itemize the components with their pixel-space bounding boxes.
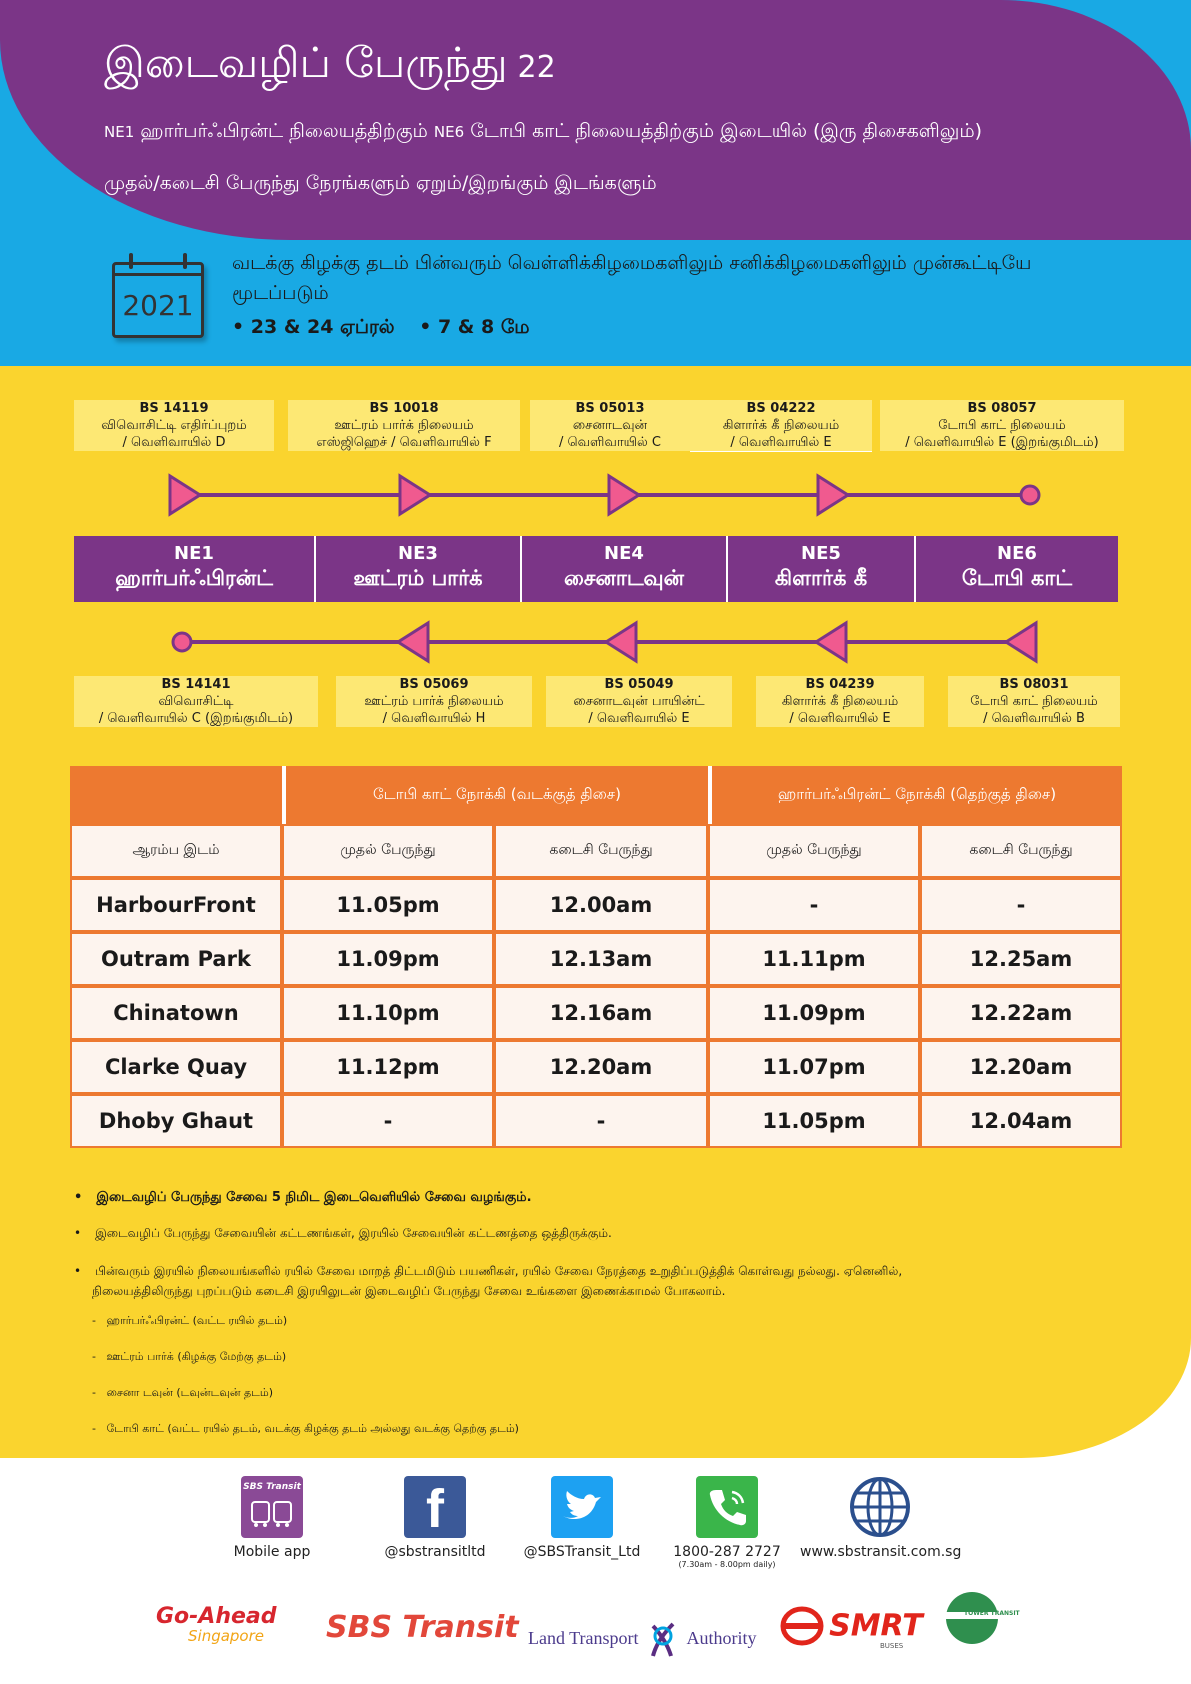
smrt-logo: SMRT BUSES bbox=[780, 1606, 923, 1646]
southbound-terminus bbox=[173, 633, 191, 651]
stop-bottom-08031: BS 08031 டோபி காட் நிலையம் / வெளிவாயில் B bbox=[948, 676, 1120, 727]
note-transfer-line-1: • பின்வரும் இரயில் நிலையங்களில் ரயில் சேவை மாறத் திட்டமிடும் பயணிகள், ரயில் சேவை நேரத்தை உறுதிப்படுத்திக் கொள்வது நல்லது. ஏனெனில், bbox=[74, 1264, 903, 1278]
header-northbound: டோபி காட் நோக்கி (வடக்குத் திசை) bbox=[282, 766, 708, 824]
note-fares: • இடைவழிப் பேருந்து சேவையின் கட்டணங்கள், இரயில் சேவையின் கட்டணத்தை ஒத்திருக்கும். bbox=[74, 1226, 612, 1240]
north-first-time: 11.09pm bbox=[282, 932, 494, 986]
row-station: HarbourFront bbox=[70, 878, 282, 932]
northbound-arrow-3 bbox=[609, 476, 639, 514]
sbs-transit-app-icon[interactable]: SBS Transit bbox=[241, 1476, 303, 1538]
contact-twitter[interactable] bbox=[512, 1476, 652, 1560]
website-url: www.sbstransit.com.sg bbox=[800, 1544, 962, 1560]
globe-icon[interactable] bbox=[849, 1476, 911, 1538]
stop-bottom-14141: BS 14141 விவொசிட்டி / வெளிவாயில் C (இறங்குமிடம்) bbox=[74, 676, 318, 727]
phone-hours: (7.30am - 8.00pm daily) bbox=[678, 1560, 776, 1569]
mobile-app-label: Mobile app bbox=[233, 1544, 311, 1560]
header-empty-cell bbox=[70, 766, 282, 824]
tower-transit-logo-text: TOWER TRANSIT bbox=[964, 1610, 1020, 1617]
smrt-emblem-icon bbox=[780, 1606, 824, 1646]
header-start-point: ஆரம்ப இடம் bbox=[70, 824, 282, 878]
station-ne3: NE3 ஊட்ரம் பார்க் bbox=[316, 536, 522, 602]
station-ne4: NE4 சைனாடவுன் bbox=[522, 536, 728, 602]
stop-top-10018: BS 10018 ஊட்ரம் பார்க் நிலையம் எஸ்ஜிஹெச் / வெளிவாயில் F bbox=[288, 400, 520, 451]
northbound-arrow-2 bbox=[400, 476, 430, 514]
note-transfer-line-2: நிலையத்திலிருந்து புறப்படும் கடைசி இரயிலுடன் இடைவழிப் பேருந்து சேவை உங்களை இணைக்காமல் போகலாம். bbox=[92, 1284, 726, 1298]
north-last-time: 12.13am bbox=[494, 932, 708, 986]
south-last-time: 12.04am bbox=[920, 1094, 1122, 1148]
row-station: Outram Park bbox=[70, 932, 282, 986]
calendar-year: 2021 bbox=[122, 289, 194, 322]
stop-bottom-05069: BS 05069 ஊட்ரம் பார்க் நிலையம் / வெளிவாயில் H bbox=[336, 676, 532, 727]
header-north-last: கடைசி பேருந்து bbox=[494, 824, 708, 878]
northbound-terminus bbox=[1021, 486, 1039, 504]
calendar-icon bbox=[112, 262, 204, 338]
lta-ribbon-icon bbox=[643, 1620, 683, 1660]
schedule-table bbox=[70, 766, 1122, 1148]
header-north-first: முதல் பேருந்து bbox=[282, 824, 494, 878]
twitter-icon[interactable] bbox=[551, 1476, 613, 1538]
go-ahead-logo: Go-Ahead Singapore bbox=[156, 1604, 277, 1645]
north-last-time: 12.20am bbox=[494, 1040, 708, 1094]
south-last-time: 12.25am bbox=[920, 932, 1122, 986]
south-last-time: - bbox=[920, 878, 1122, 932]
southbound-arrow-2 bbox=[606, 623, 636, 661]
note-station-4: - டோபி காட் (வட்ட ரயில் தடம், வடக்கு கிழக்கு தடம் அல்லது வடக்கு தெற்கு தடம்) bbox=[92, 1422, 519, 1435]
north-first-time: 11.05pm bbox=[282, 878, 494, 932]
note-station-1: - ஹார்பர்ஃபிரன்ட் (வட்ட ரயில் தடம்) bbox=[92, 1314, 288, 1327]
stop-top-08057: BS 08057 டோபி காட் நிலையம் / வெளிவாயில் E (இறங்குமிடம்) bbox=[880, 400, 1124, 451]
north-last-time: - bbox=[494, 1094, 708, 1148]
row-station: Dhoby Ghaut bbox=[70, 1094, 282, 1148]
north-last-time: 12.16am bbox=[494, 986, 708, 1040]
south-first-time: 11.07pm bbox=[708, 1040, 920, 1094]
subtitle-part-1: ஹார்பர்ஃபிரன்ட் நிலையத்திற்கும் bbox=[140, 120, 428, 142]
twitter-handle: @SBSTransit_Ltd bbox=[523, 1544, 641, 1560]
sbs-transit-logo: SBS Transit bbox=[326, 1610, 519, 1645]
south-first-time: 11.05pm bbox=[708, 1094, 920, 1148]
north-first-time: 11.12pm bbox=[282, 1040, 494, 1094]
phone-number: 1800-287 2727 bbox=[673, 1544, 781, 1560]
note-frequency: • இடைவழிப் பேருந்து சேவை 5 நிமிட இடைவெளியில் சேவை வழங்கும். bbox=[74, 1190, 532, 1205]
south-first-time: 11.09pm bbox=[708, 986, 920, 1040]
north-first-time: 11.10pm bbox=[282, 986, 494, 1040]
south-last-time: 12.20am bbox=[920, 1040, 1122, 1094]
route-number: 22 bbox=[517, 50, 556, 85]
header-southbound: ஹார்பர்ஃபிரன்ட் நோக்கி (தெற்குத் திசை) bbox=[708, 766, 1122, 824]
stop-top-14119: BS 14119 விவொசிட்டி எதிர்ப்புறம் / வெளிவாயில் D bbox=[74, 400, 274, 451]
subtitle-line-1 bbox=[104, 120, 982, 145]
table-row bbox=[70, 1040, 1122, 1094]
stop-bottom-04239: BS 04239 கிளார்க் கீ நிலையம் / வெளிவாயில் E bbox=[756, 676, 924, 727]
page-title bbox=[104, 38, 556, 93]
row-station: Clarke Quay bbox=[70, 1040, 282, 1094]
row-station: Chinatown bbox=[70, 986, 282, 1040]
note-station-2: - ஊட்ரம் பார்க் (கிழக்கு மேற்கு தடம்) bbox=[92, 1350, 287, 1363]
facebook-handle: @sbstransitltd bbox=[384, 1544, 486, 1560]
closure-date-april: • 23 & 24 ஏப்ரல் bbox=[232, 316, 395, 338]
table-row bbox=[70, 1094, 1122, 1148]
lta-logo: Land Transport Authority bbox=[528, 1620, 757, 1660]
title-text: இடைவழிப் பேருந்து bbox=[104, 38, 508, 87]
contact-website[interactable] bbox=[800, 1476, 960, 1560]
southbound-arrow-4 bbox=[1006, 623, 1036, 661]
note-station-3: - சைனா டவுன் (டவுன்டவுன் தடம்) bbox=[92, 1386, 274, 1399]
south-first-time: - bbox=[708, 878, 920, 932]
subtitle-line-2: முதல்/கடைசி பேருந்து நேரங்களும் ஏறும்/இறங்கும் இடங்களும் bbox=[104, 172, 657, 194]
table-row bbox=[70, 878, 1122, 932]
header-south-last: கடைசி பேருந்து bbox=[920, 824, 1122, 878]
phone-icon[interactable] bbox=[696, 1476, 758, 1538]
contact-mobile-app[interactable] bbox=[222, 1476, 322, 1560]
north-last-time: 12.00am bbox=[494, 878, 708, 932]
facebook-icon[interactable]: f bbox=[404, 1476, 466, 1538]
stop-top-05013: BS 05013 சைனாடவுன் / வெளிவாயில் C bbox=[530, 400, 690, 451]
station-ne6: NE6 டோபி காட் bbox=[961, 543, 1073, 590]
header-south-first: முதல் பேருந்து bbox=[708, 824, 920, 878]
notice-line-2: மூடப்படும் bbox=[232, 282, 329, 304]
northbound-arrow-1 bbox=[170, 476, 200, 514]
stop-top-04222: BS 04222 கிளார்க் கீ நிலையம் / வெளிவாயில் E bbox=[690, 400, 872, 452]
station-bar bbox=[74, 536, 1118, 602]
north-first-time: - bbox=[282, 1094, 494, 1148]
contact-facebook[interactable] bbox=[370, 1476, 500, 1560]
table-sub-header bbox=[70, 824, 1122, 878]
southbound-arrow-1 bbox=[398, 623, 428, 661]
south-last-time: 12.22am bbox=[920, 986, 1122, 1040]
northbound-arrow-4 bbox=[818, 476, 848, 514]
code-ne1: NE1 bbox=[104, 123, 135, 141]
table-row bbox=[70, 932, 1122, 986]
contact-phone[interactable] bbox=[672, 1476, 782, 1569]
closure-dates bbox=[232, 316, 548, 341]
station-ne5: NE5 கிளார்க் கீ bbox=[728, 536, 916, 602]
table-row bbox=[70, 986, 1122, 1040]
south-first-time: 11.11pm bbox=[708, 932, 920, 986]
code-ne6: NE6 bbox=[433, 123, 465, 141]
tower-transit-logo-circle bbox=[946, 1592, 998, 1644]
notice-line-1: வடக்கு கிழக்கு தடம் பின்வரும் வெள்ளிக்கிழமைகளிலும் சனிக்கிழமைகளிலும் முன்கூட்டியே bbox=[232, 252, 1032, 274]
table-group-header bbox=[70, 766, 1122, 824]
station-ne1: NE1 ஹார்பர்ஃபிரன்ட் bbox=[74, 536, 316, 602]
southbound-arrow-3 bbox=[816, 623, 846, 661]
subtitle-part-2: டோபி காட் நிலையத்திற்கும் இடையில் (இரு திசைகளிலும்) bbox=[470, 120, 983, 142]
stop-bottom-05049: BS 05049 சைனாடவுன் பாயின்ட் / வெளிவாயில் E bbox=[546, 676, 732, 727]
closure-date-may: • 7 & 8 மே bbox=[419, 316, 530, 338]
